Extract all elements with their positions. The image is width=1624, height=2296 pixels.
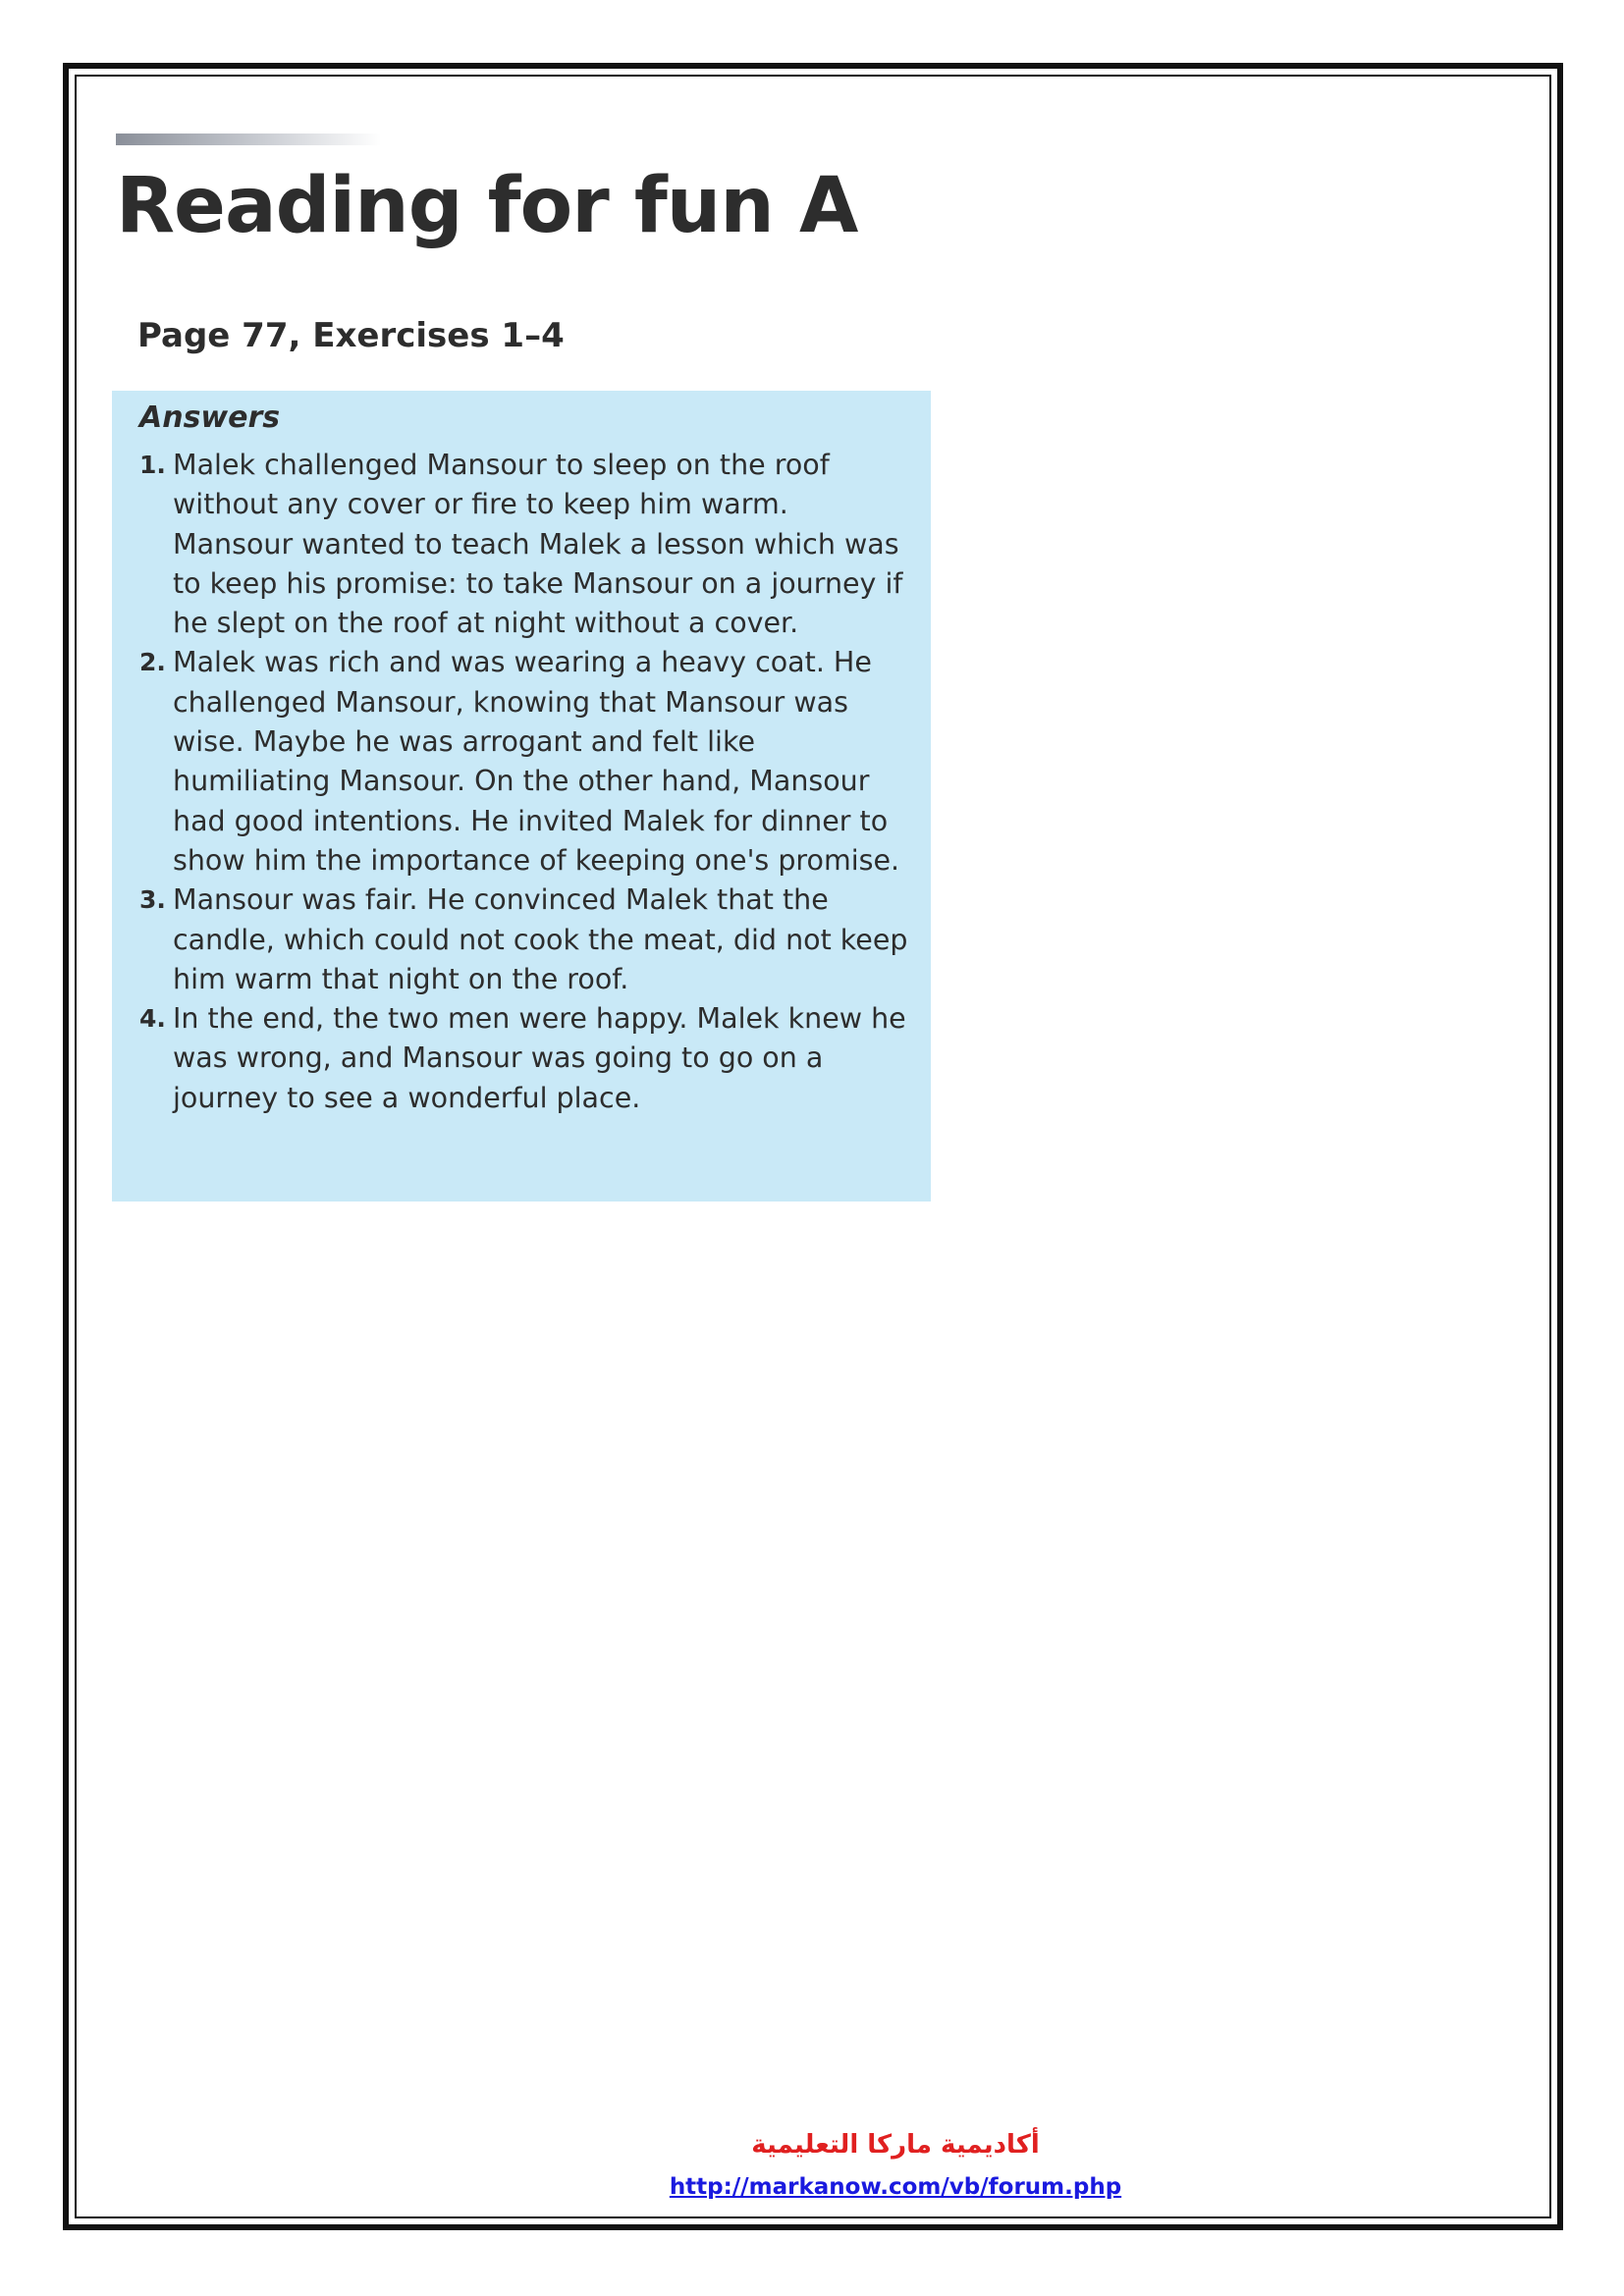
title-decorative-rule	[116, 133, 381, 145]
answer-item	[139, 643, 911, 881]
answer-text: Malek was rich and was wearing a heavy coat. He challenged Mansour, knowing that Mansour was wise. Maybe he was arrogant and felt like humiliating Mansour. On the other hand, Mansour had good intentions. He invited Malek for dinner to show him the importance of keeping one's promise.	[173, 646, 900, 877]
answer-item	[139, 446, 911, 643]
answer-number: 4.	[139, 1004, 166, 1034]
answer-number: 3.	[139, 885, 166, 915]
answer-number: 2.	[139, 648, 166, 677]
answers-box	[112, 391, 931, 1201]
footer-academy-name: أكاديمية ماركا التعليمية	[751, 2130, 1040, 2160]
answers-heading: Answers	[139, 400, 281, 435]
answer-number: 1.	[139, 451, 166, 479]
answer-item	[139, 881, 911, 999]
page-subtitle: Page 77, Exercises 1–4	[137, 316, 565, 355]
forum-link[interactable]: http://markanow.com/vb/forum.php	[669, 2174, 1122, 2200]
answer-item	[139, 999, 911, 1118]
answer-text: In the end, the two men were happy. Malek knew he was wrong, and Mansour was going to go on a journey to see a wonderful place.	[173, 1002, 906, 1114]
footer-link-line	[0, 2171, 1624, 2203]
answers-list	[139, 446, 911, 1118]
answer-text: Malek challenged Mansour to sleep on the roof without any cover or fire to keep him warm. Mansour wanted to teach Malek a lesson which was to keep his promise: to take Mansour on a journey if he slept on the roof at night without a cover.	[173, 449, 903, 640]
page-title: Reading for fun A	[116, 162, 858, 250]
answer-text: Mansour was fair. He convinced Malek that the candle, which could not cook the meat, did not keep him warm that night on the roof.	[173, 883, 908, 995]
